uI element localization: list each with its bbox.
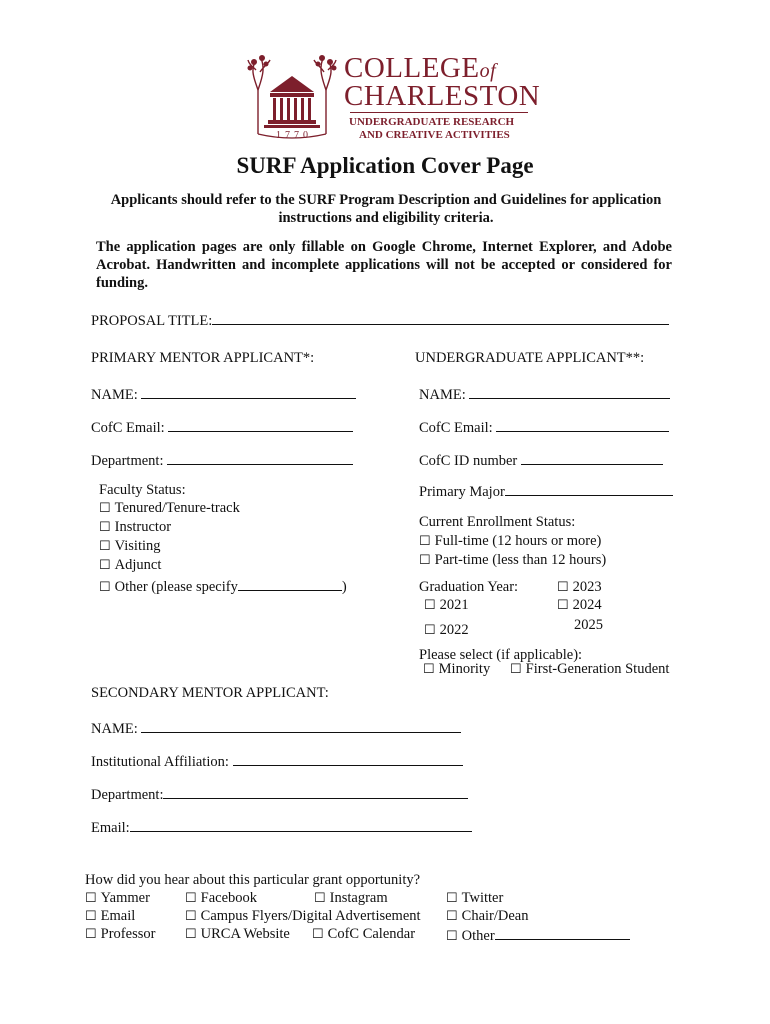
checkbox-icon[interactable]: ☐ — [85, 908, 97, 923]
secondary-mentor-department-row — [91, 785, 468, 804]
undergraduate-email-label: CofC Email: — [419, 420, 493, 436]
logo-subtitle-line1: UNDERGRADUATE RESEARCH — [349, 116, 515, 128]
hear-about-question: How did you hear about this particular grant opportunity? — [85, 872, 421, 888]
secondary-mentor-name-field[interactable] — [141, 719, 461, 733]
proposal-title-field[interactable] — [212, 311, 669, 325]
hear-option[interactable] — [446, 890, 503, 907]
checkbox-icon[interactable]: ☐ — [557, 597, 569, 612]
undergraduate-id-label: CofC ID number — [419, 453, 518, 469]
undergraduate-email-row — [419, 418, 669, 437]
faculty-status-other-close: ) — [341, 579, 347, 595]
hear-option[interactable] — [312, 926, 415, 943]
hear-facebook-label: Facebook — [200, 890, 258, 906]
checkbox-icon[interactable]: ☐ — [85, 890, 97, 905]
faculty-status-adjunct-label: Adjunct — [114, 557, 162, 573]
faculty-status-tenured-label: Tenured/Tenure-track — [114, 500, 240, 516]
faculty-status-visiting-label: Visiting — [114, 538, 161, 554]
select-option[interactable] — [510, 661, 669, 678]
secondary-mentor-department-label: Department: — [91, 787, 164, 803]
secondary-mentor-name-label: NAME: — [91, 721, 138, 737]
checkbox-icon[interactable]: ☐ — [446, 908, 458, 923]
secondary-mentor-affiliation-label: Institutional Affiliation: — [91, 754, 229, 770]
secondary-mentor-name-row — [91, 719, 461, 738]
primary-mentor-email-label: CofC Email: — [91, 420, 165, 436]
graduation-2023-label: 2023 — [572, 579, 602, 595]
select-first-generation-label: First-Generation Student — [525, 661, 670, 677]
faculty-status-other-label: Other (please specify — [114, 579, 238, 595]
checkbox-icon[interactable]: ☐ — [85, 926, 97, 941]
hear-yammer-label: Yammer — [100, 890, 150, 906]
logo-of-word: of — [479, 60, 497, 82]
select-option[interactable] — [423, 661, 490, 678]
hear-option[interactable] — [446, 926, 630, 945]
checkbox-icon[interactable]: ☐ — [423, 661, 435, 676]
undergraduate-id-row — [419, 451, 663, 470]
undergraduate-major-field[interactable] — [505, 482, 673, 496]
primary-mentor-name-label: NAME: — [91, 387, 138, 403]
seal-year: 1770 — [276, 130, 312, 141]
undergraduate-major-row — [419, 482, 673, 501]
graduation-2021-label: 2021 — [439, 597, 469, 613]
graduation-year-label: Graduation Year: — [419, 579, 519, 595]
logo-divider — [350, 112, 528, 113]
checkbox-icon[interactable]: ☐ — [446, 890, 458, 905]
proposal-title-label: PROPOSAL TITLE: — [91, 313, 213, 329]
primary-mentor-department-label: Department: — [91, 453, 164, 469]
faculty-status-other-field[interactable] — [238, 577, 342, 591]
select-applicable-label: Please select (if applicable): — [419, 647, 583, 663]
college-logo — [246, 50, 541, 145]
graduation-2024-label: 2024 — [572, 597, 602, 613]
enrollment-status-label: Current Enrollment Status: — [419, 514, 576, 530]
hear-option[interactable] — [314, 890, 388, 907]
logo-charleston-text: CHARLESTON — [344, 80, 541, 112]
faculty-status-option[interactable] — [99, 538, 161, 555]
instructions-paragraph-2: The application pages are only fillable on Google Chrome, Internet Explorer, and Adobe Acrobat. Handwritten and incomplete applications will not be accepted or considered for funding. — [96, 239, 672, 291]
primary-mentor-heading: PRIMARY MENTOR APPLICANT*: — [91, 350, 315, 366]
hear-email-label: Email — [100, 908, 136, 924]
checkbox-icon[interactable]: ☐ — [99, 538, 111, 553]
checkbox-icon[interactable]: ☐ — [419, 552, 431, 567]
primary-mentor-name-row — [91, 385, 356, 404]
checkbox-icon[interactable]: ☐ — [185, 908, 197, 923]
hear-other-field[interactable] — [495, 926, 630, 940]
faculty-status-label: Faculty Status: — [99, 482, 186, 498]
hear-instagram-label: Instagram — [329, 890, 388, 906]
faculty-status-option[interactable] — [99, 500, 240, 517]
hear-other-label: Other — [461, 928, 495, 944]
hear-option[interactable] — [185, 926, 290, 943]
primary-mentor-department-row — [91, 451, 353, 470]
undergraduate-id-field[interactable] — [521, 451, 663, 465]
hear-option[interactable] — [185, 908, 421, 925]
hear-campus-flyers-label: Campus Flyers/Digital Advertisement — [200, 908, 421, 924]
hear-option[interactable] — [446, 908, 529, 925]
faculty-status-option[interactable] — [99, 557, 161, 574]
primary-mentor-name-field[interactable] — [141, 385, 356, 399]
primary-mentor-department-field[interactable] — [167, 451, 353, 465]
secondary-mentor-email-row — [91, 818, 472, 837]
checkbox-icon[interactable]: ☐ — [99, 500, 111, 515]
enrollment-parttime-label: Part-time (less than 12 hours) — [434, 552, 607, 568]
faculty-status-instructor-label: Instructor — [114, 519, 172, 535]
secondary-mentor-affiliation-row — [91, 752, 463, 771]
faculty-status-option[interactable] — [99, 519, 171, 536]
secondary-mentor-heading: SECONDARY MENTOR APPLICANT: — [91, 685, 329, 701]
checkbox-icon[interactable]: ☐ — [510, 661, 522, 676]
checkbox-icon[interactable]: ☐ — [419, 533, 431, 548]
hear-option[interactable] — [85, 890, 150, 907]
logo-college-word: COLLEGE — [344, 52, 480, 84]
primary-mentor-email-field[interactable] — [168, 418, 353, 432]
hear-chair-dean-label: Chair/Dean — [461, 908, 529, 924]
hear-option[interactable] — [85, 926, 155, 943]
graduation-option[interactable] — [424, 597, 469, 614]
undergraduate-heading: UNDERGRADUATE APPLICANT**: — [415, 350, 645, 366]
hear-option[interactable] — [85, 908, 135, 925]
secondary-mentor-affiliation-field[interactable] — [233, 752, 463, 766]
hear-twitter-label: Twitter — [461, 890, 504, 906]
graduation-option[interactable] — [557, 579, 602, 596]
hear-cofc-calendar-label: CofC Calendar — [327, 926, 416, 942]
checkbox-icon[interactable]: ☐ — [99, 579, 111, 594]
checkbox-icon[interactable]: ☐ — [446, 928, 458, 943]
secondary-mentor-department-field[interactable] — [163, 785, 468, 799]
primary-mentor-email-row — [91, 418, 353, 437]
graduation-2022-label: 2022 — [439, 622, 469, 638]
instructions-paragraph-1: Applicants should refer to the SURF Program Description and Guidelines for application instructions and eligibility criteria. — [110, 192, 662, 226]
enrollment-option[interactable] — [419, 533, 601, 550]
proposal-title-row — [91, 311, 669, 330]
checkbox-icon[interactable]: ☐ — [424, 597, 436, 612]
undergraduate-name-label: NAME: — [419, 387, 466, 403]
checkbox-icon[interactable]: ☐ — [99, 557, 111, 572]
checkbox-icon[interactable]: ☐ — [424, 622, 436, 637]
hear-option[interactable] — [185, 890, 257, 907]
graduation-2025-label: 2025 — [574, 617, 603, 633]
checkbox-icon[interactable]: ☐ — [99, 519, 111, 534]
hear-urca-website-label: URCA Website — [200, 926, 290, 942]
faculty-status-option-other[interactable] — [99, 577, 347, 596]
secondary-mentor-email-field[interactable] — [130, 818, 472, 832]
checkbox-icon[interactable]: ☐ — [185, 890, 197, 905]
secondary-mentor-email-label: Email: — [91, 820, 130, 836]
undergraduate-major-label: Primary Major — [419, 484, 505, 500]
checkbox-icon[interactable]: ☐ — [185, 926, 197, 941]
select-minority-label: Minority — [438, 661, 491, 677]
hear-professor-label: Professor — [100, 926, 156, 942]
enrollment-fulltime-label: Full-time (12 hours or more) — [434, 533, 602, 549]
checkbox-icon[interactable]: ☐ — [314, 890, 326, 905]
undergraduate-name-row — [419, 385, 670, 404]
undergraduate-name-field[interactable] — [469, 385, 670, 399]
checkbox-icon[interactable]: ☐ — [557, 579, 569, 594]
undergraduate-email-field[interactable] — [496, 418, 669, 432]
checkbox-icon[interactable]: ☐ — [312, 926, 324, 941]
graduation-option[interactable] — [557, 597, 602, 614]
graduation-option[interactable] — [424, 622, 469, 639]
page-title: SURF Application Cover Page — [236, 153, 534, 178]
logo-subtitle-line2: AND CREATIVE ACTIVITIES — [359, 129, 510, 141]
enrollment-option[interactable] — [419, 552, 606, 569]
